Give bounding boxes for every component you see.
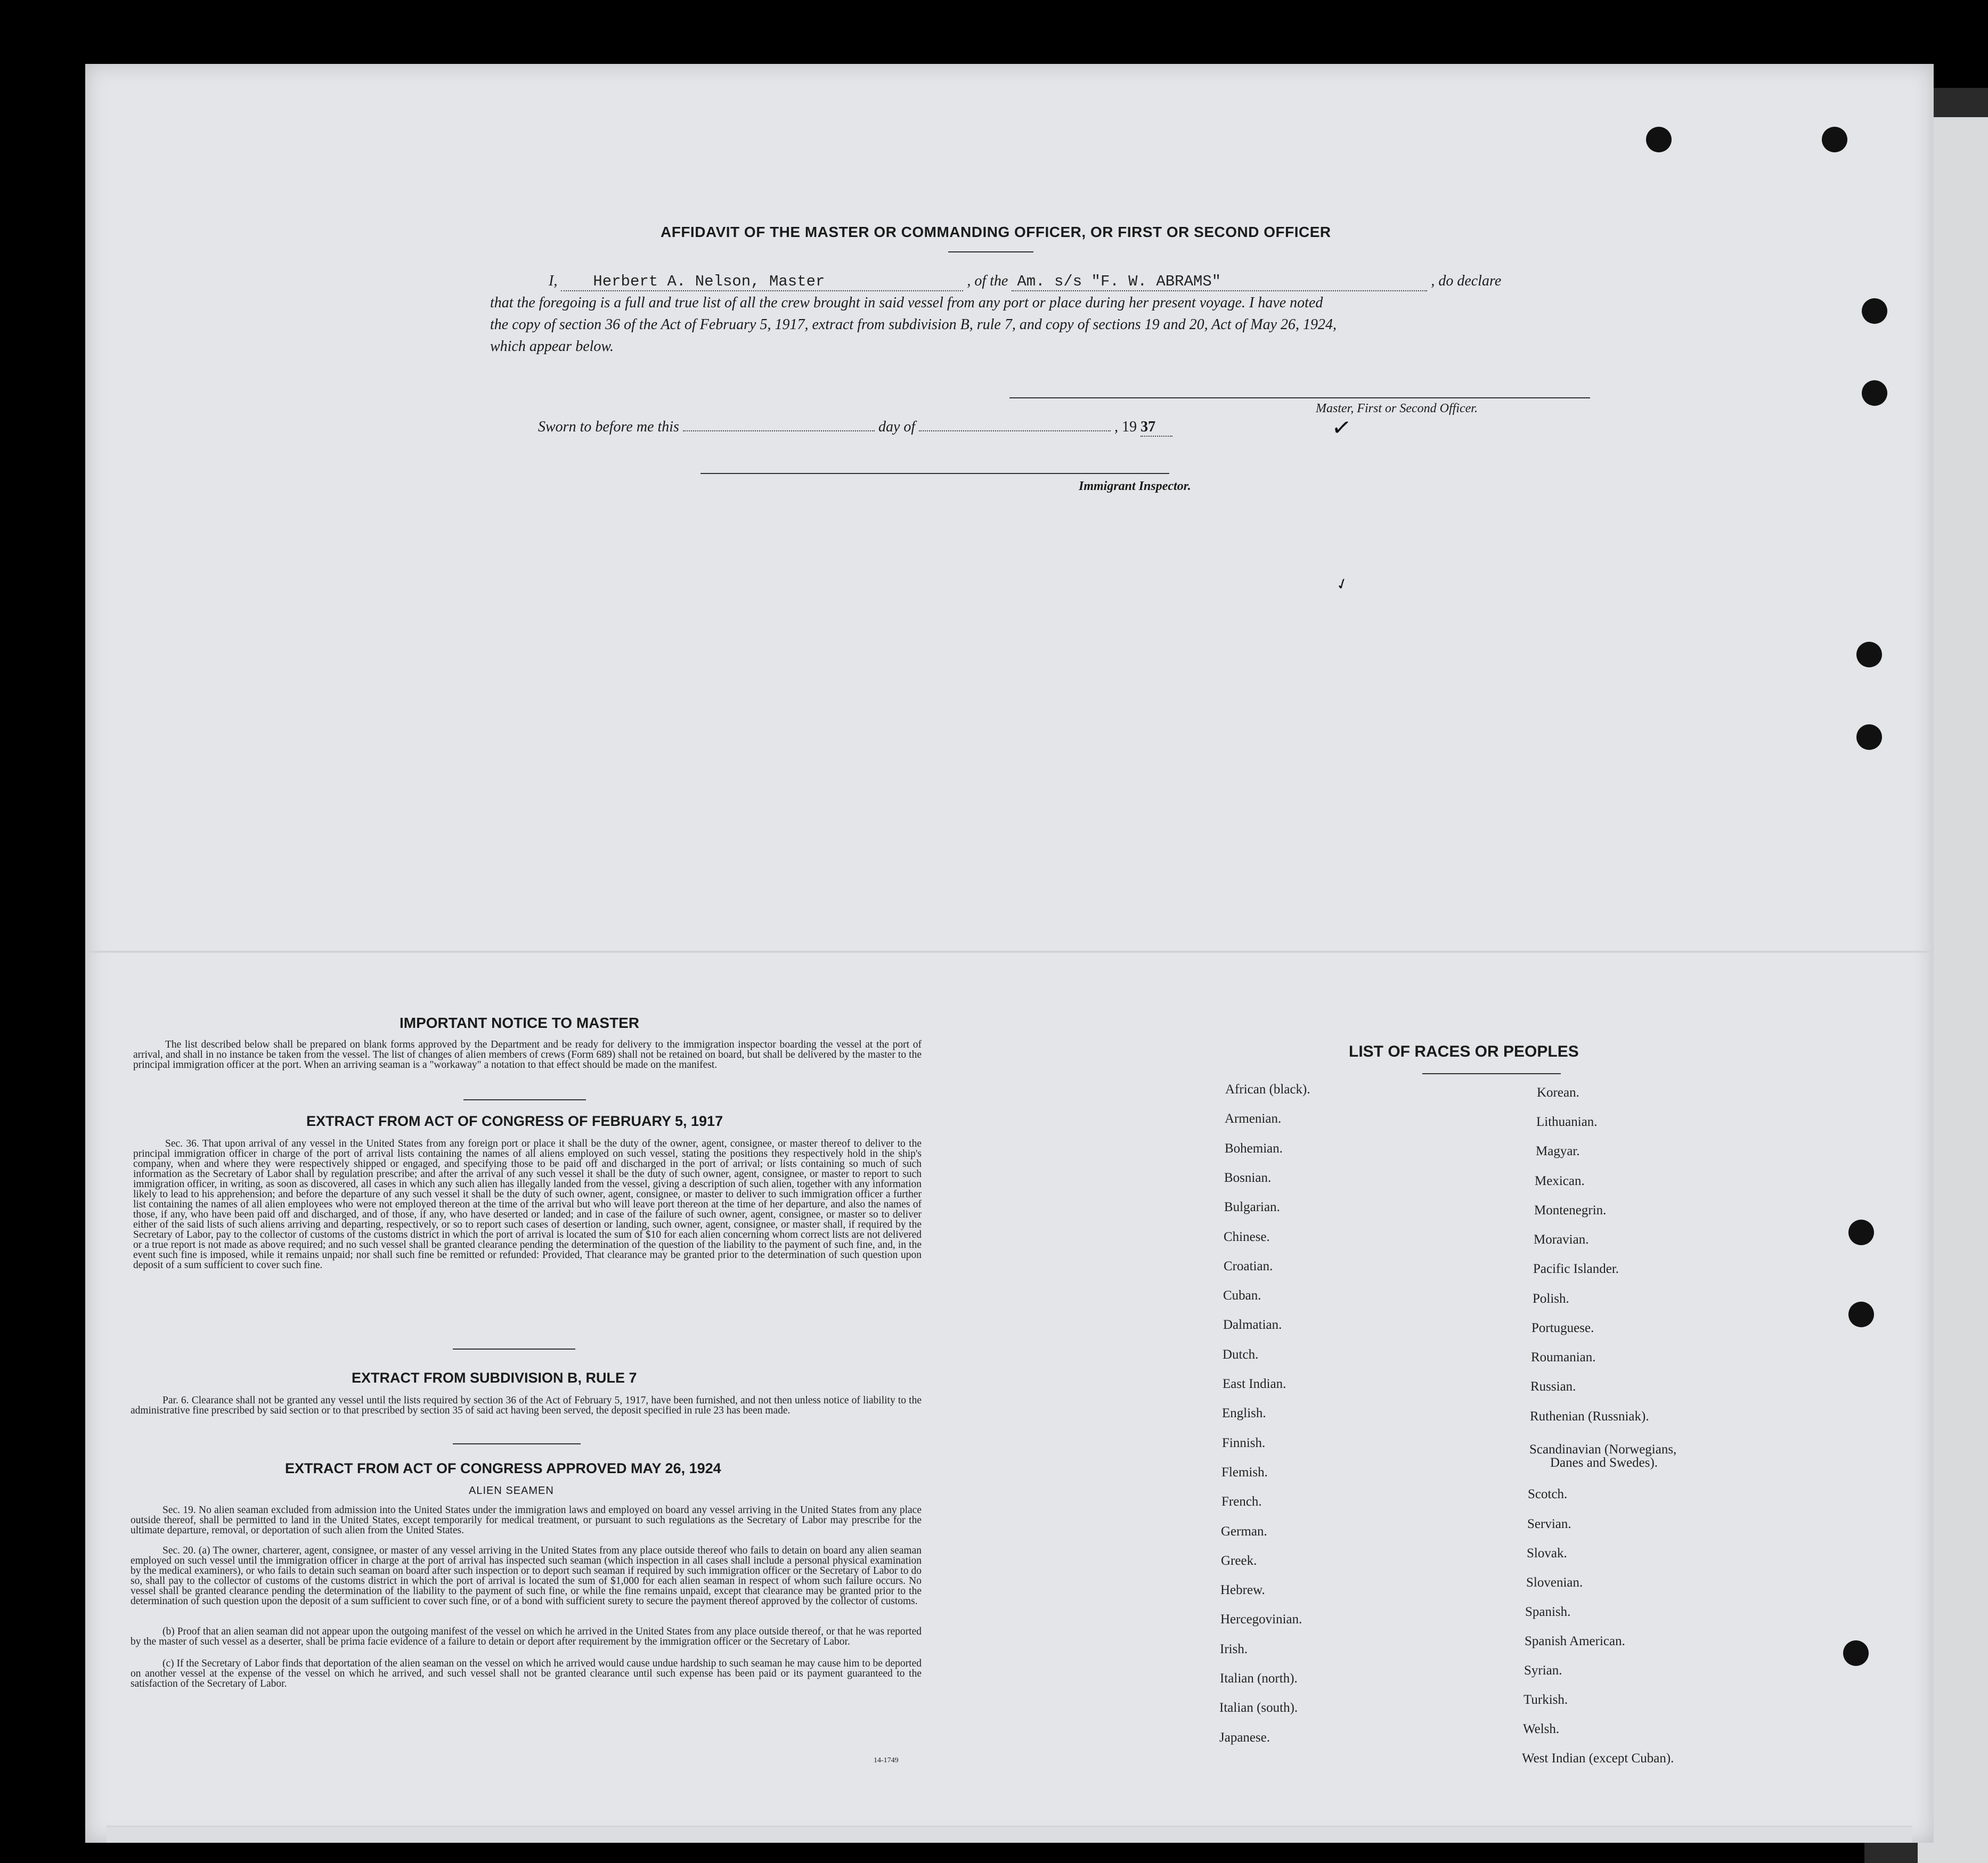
punch-hole bbox=[1862, 380, 1887, 406]
check-mark: ✓ bbox=[1333, 573, 1351, 595]
form-number: 14-1749 bbox=[874, 1756, 899, 1764]
extract3-subtitle: ALIEN SEAMEN bbox=[469, 1485, 554, 1497]
extract1-title: EXTRACT FROM ACT OF CONGRESS OF FEBRUARY 5, 1917 bbox=[306, 1113, 723, 1129]
punch-hole bbox=[1822, 127, 1847, 152]
fold-line bbox=[85, 951, 1934, 953]
signature-line bbox=[1009, 397, 1590, 398]
divider bbox=[453, 1443, 581, 1444]
notice-title: IMPORTANT NOTICE TO MASTER bbox=[400, 1015, 640, 1031]
race-item: Welsh. bbox=[1523, 1722, 1560, 1736]
race-item: Finnish. bbox=[1222, 1436, 1266, 1450]
race-item: Scotch. bbox=[1528, 1487, 1568, 1501]
race-item: East Indian. bbox=[1223, 1377, 1286, 1391]
race-item: Irish. bbox=[1220, 1642, 1248, 1656]
sworn-day-of: day of bbox=[878, 419, 916, 435]
affidavit-line-2: that the foregoing is a full and true list of all the crew brought in said vessel from any port or place during her present voyage. I have noted bbox=[490, 295, 1323, 311]
race-item: Danes and Swedes). bbox=[1550, 1456, 1658, 1470]
inspector-label: Immigrant Inspector. bbox=[1079, 479, 1191, 493]
race-item: German. bbox=[1221, 1524, 1267, 1539]
race-item: Dalmatian. bbox=[1223, 1318, 1282, 1332]
punch-hole bbox=[1843, 1640, 1869, 1666]
master-name: Herbert A. Nelson, Master bbox=[593, 273, 825, 290]
affidavit-do-declare: , do declare bbox=[1431, 273, 1502, 289]
race-item: Portuguese. bbox=[1531, 1321, 1594, 1335]
race-item: Ruthenian (Russniak). bbox=[1530, 1409, 1649, 1424]
extract3-sec20a: Sec. 20. (a) The owner, charterer, agent, consignee, or master of any vessel arriving in the United States from any place outside thereof who fails to detain on board any alien seaman employed on such vessel until the immigration officer in charge at the port of arrival has inspected such seaman (which inspection in all cases shall include a personal physical examination by the medical examiners), or who fails to detain such seaman on board after such inspection or to deport such seaman if required by such immigration officer or the Secretary of Labor to do so, shall pay to the collector of customs of the customs district in which the port of arrival is located the sum of $1,000 for each alien seaman in respect of whom such failure occurs. No vessel shall be granted clearance pending the determination of the liability to the payment of such fine, or while the fine remains unpaid, except that clearance may be granted prior to the determination of such question upon the deposit of a sum sufficient to cover such fine, or of a bond with sufficient surety to secure the payment thereof approved by the collector of customs. bbox=[131, 1545, 922, 1607]
vessel-name-field bbox=[1012, 273, 1427, 291]
race-item: Japanese. bbox=[1219, 1730, 1270, 1745]
race-item: Bosnian. bbox=[1224, 1171, 1272, 1185]
race-item: Turkish. bbox=[1523, 1693, 1568, 1707]
race-item: Spanish American. bbox=[1525, 1634, 1625, 1648]
race-item: Korean. bbox=[1537, 1085, 1579, 1100]
race-item: West Indian (except Cuban). bbox=[1522, 1751, 1674, 1766]
race-item: Flemish. bbox=[1221, 1465, 1268, 1480]
race-item: Bulgarian. bbox=[1224, 1200, 1280, 1214]
race-item: Hebrew. bbox=[1220, 1583, 1265, 1597]
page-bottom-edge bbox=[107, 1826, 1912, 1843]
race-item: Croatian. bbox=[1224, 1259, 1273, 1273]
race-item: Russian. bbox=[1530, 1379, 1576, 1394]
race-item: Italian (north). bbox=[1220, 1671, 1298, 1686]
master-name-field bbox=[561, 273, 963, 291]
divider bbox=[463, 1099, 586, 1100]
notice-body: The list described below shall be prepared on blank forms approved by the Department and be ready for delivery to the immigration inspector boarding the vessel at the port of arrival, and shall in no instance be taken from the vessel. The list of changes of alien members of crews (Form 689) shall not be retained on board, but shall be delivered by the master to the principal immigration officer at the port. When an arriving seaman is a "workaway" a notation to that effect should be made on the manifest. bbox=[133, 1039, 922, 1071]
race-item: Mexican. bbox=[1535, 1174, 1585, 1188]
check-mark: ✓ bbox=[1330, 413, 1354, 443]
races-title: LIST OF RACES OR PEOPLES bbox=[1349, 1043, 1579, 1060]
race-item: Greek. bbox=[1221, 1554, 1257, 1568]
race-item: Montenegrin. bbox=[1534, 1203, 1607, 1218]
extract2-title: EXTRACT FROM SUBDIVISION B, RULE 7 bbox=[352, 1370, 637, 1386]
sworn-prefix: Sworn to before me this bbox=[538, 419, 679, 435]
race-item: Dutch. bbox=[1223, 1347, 1259, 1362]
race-item: Italian (south). bbox=[1219, 1701, 1298, 1715]
races-divider bbox=[1422, 1073, 1561, 1074]
extract3-title: EXTRACT FROM ACT OF CONGRESS APPROVED MAY 26, 1924 bbox=[285, 1460, 721, 1476]
punch-hole bbox=[1848, 1220, 1874, 1245]
race-item: Hercegovinian. bbox=[1220, 1612, 1302, 1627]
sworn-month-field bbox=[919, 430, 1111, 431]
year-value: 37 bbox=[1140, 419, 1156, 435]
punch-hole bbox=[1848, 1302, 1874, 1327]
race-item: Cuban. bbox=[1223, 1288, 1261, 1303]
race-item: Slovak. bbox=[1527, 1546, 1567, 1560]
race-item: Slovenian. bbox=[1526, 1575, 1583, 1590]
divider bbox=[453, 1349, 575, 1350]
title-divider bbox=[948, 251, 1033, 252]
sworn-line bbox=[538, 419, 1172, 437]
race-item: English. bbox=[1222, 1406, 1266, 1420]
punch-hole bbox=[1646, 127, 1672, 152]
year-prefix: , 19 bbox=[1114, 419, 1137, 435]
affidavit-title: AFFIDAVIT OF THE MASTER OR COMMANDING OFFICER, OR FIRST OR SECOND OFFICER bbox=[661, 224, 1331, 240]
race-item: Moravian. bbox=[1534, 1232, 1589, 1247]
document-page bbox=[85, 64, 1934, 1843]
race-item: Syrian. bbox=[1524, 1663, 1562, 1678]
race-item: Chinese. bbox=[1224, 1230, 1270, 1244]
signature-label: Master, First or Second Officer. bbox=[1316, 402, 1478, 415]
sworn-day-field bbox=[683, 430, 875, 431]
inspector-signature-line bbox=[700, 473, 1169, 474]
race-item: Servian. bbox=[1527, 1517, 1571, 1531]
race-item: African (black). bbox=[1225, 1082, 1310, 1097]
affidavit-of-the: , of the bbox=[967, 273, 1008, 289]
race-item: Lithuanian. bbox=[1536, 1115, 1598, 1129]
race-item: Bohemian. bbox=[1225, 1141, 1283, 1156]
race-item: Polish. bbox=[1533, 1292, 1569, 1306]
affidavit-line-3: the copy of section 36 of the Act of February 5, 1917, extract from subdivision B, rule 7, and copy of sections 19 and 20, Act of May 26, 1924, bbox=[490, 316, 1337, 333]
race-item: Armenian. bbox=[1225, 1112, 1282, 1126]
punch-hole bbox=[1856, 724, 1882, 750]
race-item: Roumanian. bbox=[1531, 1350, 1596, 1364]
race-item: Scandinavian (Norwegians, bbox=[1529, 1442, 1677, 1457]
vessel-name: Am. s/s "F. W. ABRAMS" bbox=[1017, 273, 1221, 290]
affidavit-line-1 bbox=[549, 273, 1501, 291]
extract3-sec20b: (b) Proof that an alien seaman did not appear upon the outgoing manifest of the vessel on which he arrived in the United States from any place outside thereof, or that he was reported by the master of such vessel as a deserter, shall be prima facie evidence of a failure to detain or deport after requirement by the immigration officer or the Secretary of Labor. bbox=[131, 1626, 922, 1647]
extract3-sec19: Sec. 19. No alien seaman excluded from admission into the United States under the immigration laws and employed on board any vessel arriving in the United States from any place outside thereof, shall be permitted to land in the United States, except temporarily for medical treatment, or pursuant to such regulations as the Secretary of Labor may prescribe for the ultimate departure, removal, or deportation of such alien from the United States. bbox=[131, 1505, 922, 1536]
sworn-year-field bbox=[1140, 419, 1172, 437]
punch-hole bbox=[1856, 642, 1882, 667]
extract1-body: Sec. 36. That upon arrival of any vessel in the United States from any foreign port or place it shall be the duty of the owner, agent, consignee, or master thereof to deliver to the principal immigration officer in charge of the port of arrival lists containing the names of all aliens employed on such vessel, stating the positions they respectively hold in the ship's company, when and where they were respectively shipped or engaged, and specifying those to be paid off and discharged in the port of arrival; or lists containing so much of such information as the Secretary of Labor shall by regulation prescribe; and after the arrival of any such vessel it shall be the duty of such owner, agent, consignee, or master to report to such immigration officer, in writing, as soon as discovered, all cases in which any such alien has illegally landed from the vessel, giving a description of such alien, together with any information likely to lead to his apprehension; and before the departure of any such vessel it shall be the duty of such owner, agent, consignee, or master to deliver to such immigration officer a further list containing the names of all alien employees who were not employed thereon at the time of the arrival but who will leave port thereon at the time of her departure, and also the names of those, if any, who have been paid off and discharged, and of those, if any, who have deserted or landed; and in case of the failure of such owner, agent, consignee, or master so to deliver either of the said lists of such aliens arriving and departing, respectively, or so to report such cases of desertion or landing, such owner, agent, consignee, or master shall, if required by the Secretary of Labor, pay to the collector of customs of the customs district in which the port of arrival is located the sum of $10 for each alien concerning whom correct lists are not delivered or a true report is not made as above required; and no such vessel shall be granted clearance pending the determination of the question of the liability to the payment of such fine, and, in the event such fine is imposed, while it remains unpaid; nor shall such fine be remitted or refunded: Provided, That clearance may be granted prior to the determination of such question upon deposit of a sum sufficient to cover such fine. bbox=[133, 1138, 922, 1271]
extract2-body: Par. 6. Clearance shall not be granted any vessel until the lists required by section 36 of the Act of February 5, 1917, have been furnished, and not then unless notice of liability to the administrative fine prescribed by said section or to that prescribed by section 35 of said act having been served, the deposit specified in rule 23 has been made. bbox=[131, 1395, 922, 1416]
extract3-sec20c: (c) If the Secretary of Labor finds that deportation of the alien seaman on the vessel on which he arrived would cause undue hardship to such seaman he may cause him to be deported on another vessel at the expense of the vessel on which he arrived, and such vessel shall not be granted clearance until such expense has been paid or its payment guaranteed to the satisfaction of the Secretary of Labor. bbox=[131, 1658, 922, 1689]
race-item: French. bbox=[1221, 1494, 1262, 1509]
affidavit-line-4: which appear below. bbox=[490, 338, 614, 355]
race-item: Pacific Islander. bbox=[1533, 1262, 1619, 1276]
race-item: Spanish. bbox=[1525, 1605, 1571, 1619]
race-item: Magyar. bbox=[1536, 1144, 1580, 1158]
affidavit-prefix: I, bbox=[549, 273, 558, 289]
punch-hole bbox=[1862, 298, 1887, 324]
